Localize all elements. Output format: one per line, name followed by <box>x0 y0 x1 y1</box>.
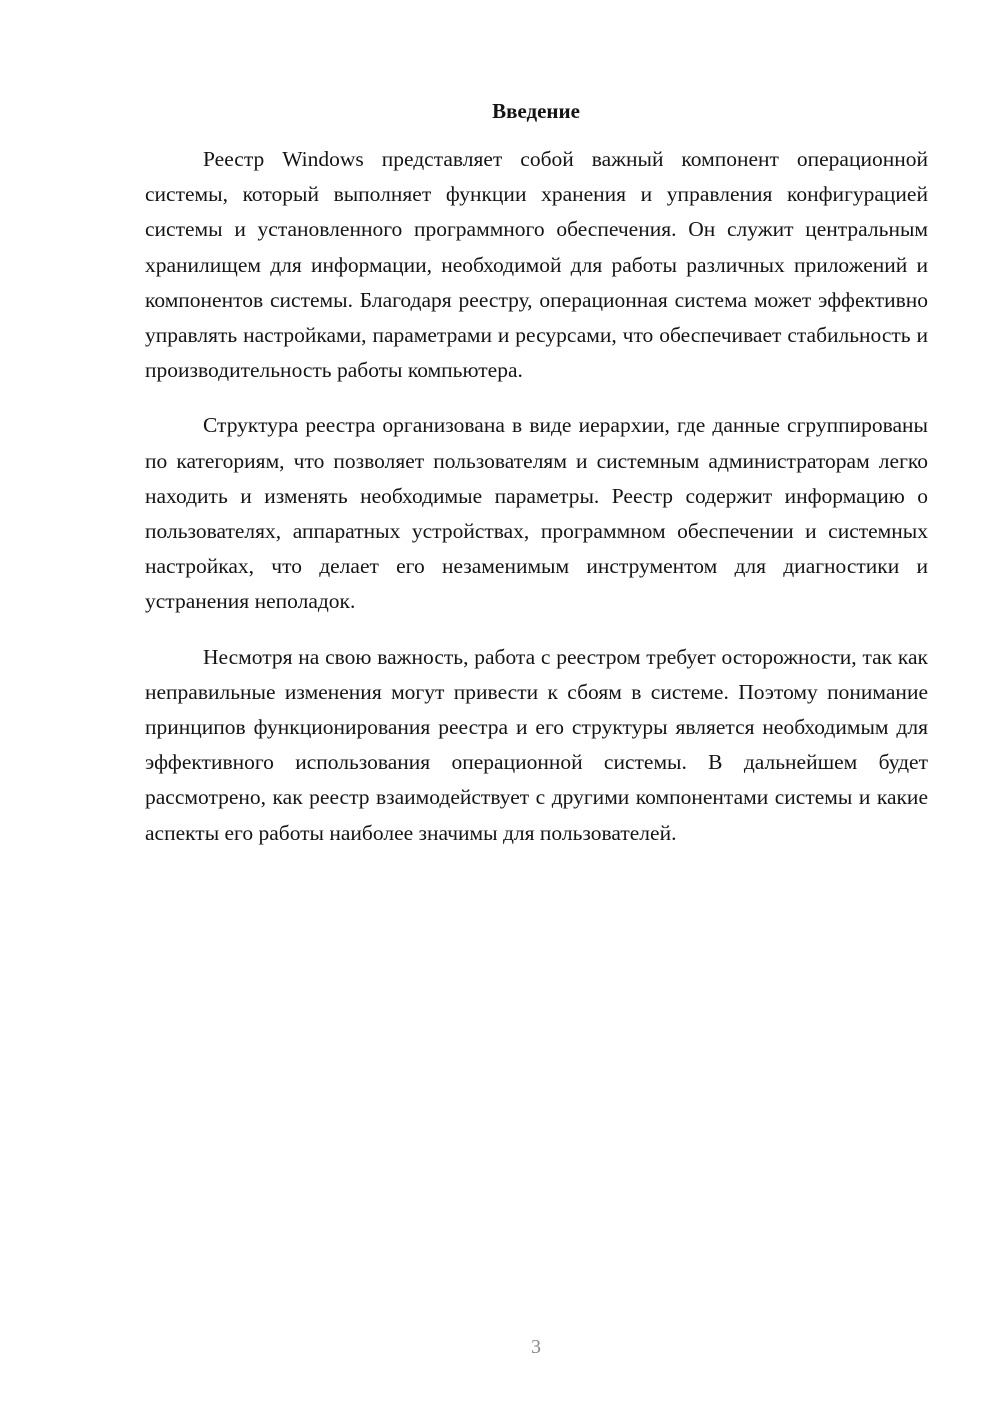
paragraph-1: Реестр Windows представляет собой важный компонент операционной системы, который выполняет функции хранения и управления конфигурацией системы и установленного программного обеспечения. Он служит центральным хранилищем для информации, необходимой для работы различных приложений и компонентов системы. Благодаря реестру, операционная система может эффективно управлять настройками, параметрами и ресурсами, что обеспечивает стабильность и производительность работы компьютера. <box>145 147 928 383</box>
page-number: 3 <box>531 1336 541 1358</box>
paragraph-3: Несмотря на свою важность, работа с реестром требует осторожности, так как неправильные изменения могут привести к сбоям в системе. Поэтому понимание принципов функционирования реестра и его структуры является необходимым для эффективного использования операционной системы. В дальнейшем будет рассмотрено, как реестр взаимодействует с другими компонентами системы и какие аспекты его работы наиболее значимы для пользователей. <box>145 644 928 845</box>
section-heading: Введение <box>492 99 580 123</box>
paragraph-2: Структура реестра организована в виде иерархии, где данные сгруппированы по категориям, что позволяет пользователям и системным администраторам легко находить и изменять необходимые параметры. Реестр содержит информацию о пользователях, аппаратных устройствах, программном обеспечении и системных настройках, что делает его незаменимым инструментом для диагностики и устранения неполадок. <box>145 413 928 614</box>
body-text <box>145 142 928 871</box>
